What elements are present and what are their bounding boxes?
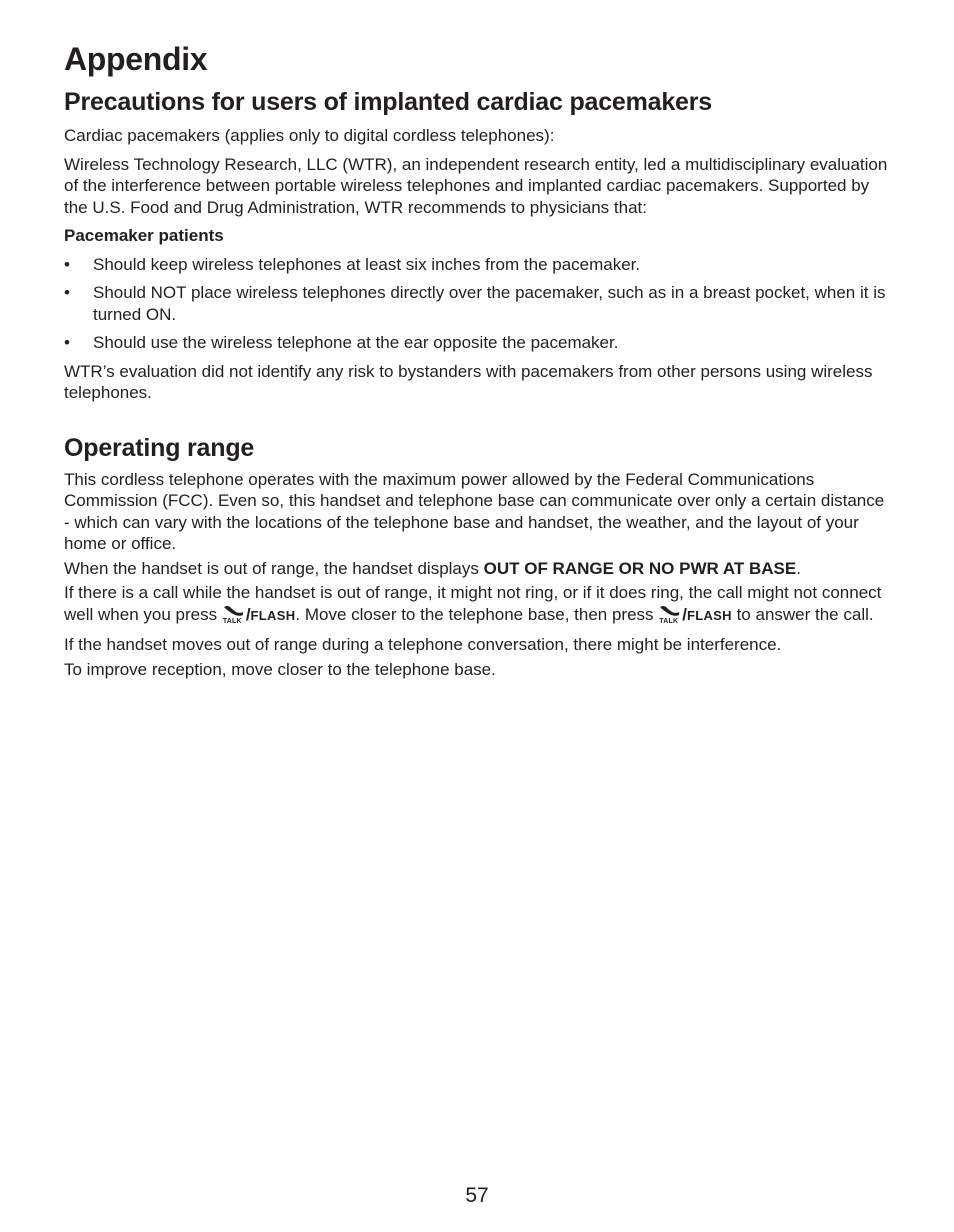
page-number: 57	[465, 1184, 489, 1207]
key-slash: /	[245, 604, 251, 624]
flash-label: FLASH	[250, 607, 296, 623]
operating-range-heading: Operating range	[64, 433, 255, 462]
bullet-text: Should use the wireless telephone at the ear opposite the pacemaker.	[93, 333, 619, 352]
range-paragraph-3	[64, 582, 894, 626]
screen-display-text: OUT OF RANGE OR NO PWR AT BASE	[483, 558, 797, 578]
range-p2-suffix: .	[796, 558, 801, 578]
pacemaker-patients-subheading: Pacemaker patients	[64, 226, 224, 245]
range-p3-part2: . Move closer to the telephone base, then press	[295, 604, 659, 624]
talk-handset-icon	[658, 604, 682, 624]
bullet-text: Should keep wireless telephones at least six inches from the pacemaker.	[93, 254, 641, 274]
wtr-paragraph: Wireless Technology Research, LLC (WTR), an independent research entity, led a multidisciplinary evaluation of the interference between portable wireless telephones and implanted cardiac pacemakers. Supported by the U.S. Food and Drug Administration, WTR recommends to physicians that:	[64, 154, 888, 217]
bullet-text: Should NOT place wireless telephones directly over the pacemaker, such as in a breast pocket, when it is turned ON.	[93, 283, 886, 324]
range-p3-part3: to answer the call.	[731, 604, 874, 624]
list-item	[64, 282, 894, 325]
bullet-icon: •	[64, 254, 70, 274]
range-paragraph-4: If the handset moves out of range during a telephone conversation, there might be interference.	[64, 635, 782, 654]
pacemaker-bullet-list	[64, 254, 894, 354]
document-page	[64, 38, 894, 680]
range-paragraph-5: To improve reception, move closer to the telephone base.	[64, 659, 496, 679]
wtr-closing-paragraph: WTR’s evaluation did not identify any risk to bystanders with pacemakers from other persons using wireless telephones.	[64, 361, 873, 402]
talk-flash-key	[658, 604, 732, 627]
bullet-icon: •	[64, 283, 70, 302]
bullet-icon: •	[64, 333, 70, 352]
talk-flash-key	[222, 604, 296, 627]
pacemaker-heading: Precautions for users of implanted cardiac pacemakers	[64, 88, 712, 116]
flash-label: FLASH	[687, 607, 732, 623]
pacemaker-intro: Cardiac pacemakers (applies only to digital cordless telephones):	[64, 126, 555, 145]
talk-label: TALK	[659, 617, 679, 625]
list-item	[64, 254, 894, 276]
talk-label: TALK	[222, 617, 242, 625]
page-title: Appendix	[64, 41, 208, 77]
range-p2-prefix: When the handset is out of range, the handset displays	[64, 558, 484, 578]
key-slash: /	[682, 604, 688, 624]
list-item	[64, 332, 894, 354]
talk-handset-icon	[222, 604, 246, 624]
range-p3-part1: If there is a call while the handset is out of range, it might not ring, or if it does ring, the call might not connect well when you press	[64, 583, 882, 624]
range-paragraph-2	[64, 558, 894, 580]
range-paragraph-1: This cordless telephone operates with the maximum power allowed by the Federal Communications Commission (FCC). Even so, this handset and telephone base can communicate over only a certain distance - which can vary with the locations of the telephone base and handset, the weather, and the layout of your home or office.	[64, 469, 885, 553]
